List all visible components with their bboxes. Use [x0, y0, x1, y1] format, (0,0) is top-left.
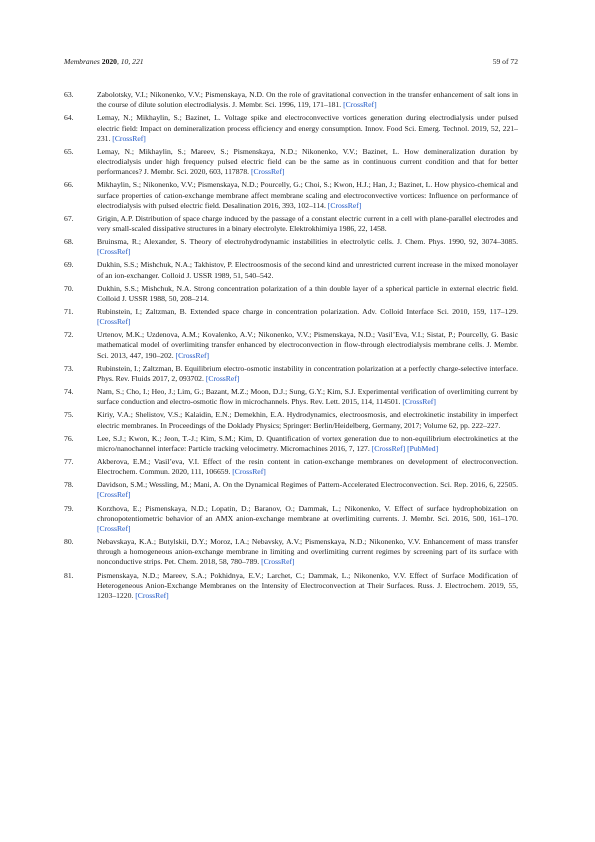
reference-number: 73.: [64, 363, 74, 373]
reference-text: Nam, S.; Cho, I.; Heo, J.; Lim, G.; Bazant, M.Z.; Moon, D.J.; Sung, G.Y.; Kim, S.J. Experimental verification of overlimiting current by surface conduction and electro-osmotic flow in microchannels. Phys. Rev. Lett. 2015, 114, 114501.: [97, 387, 518, 407]
journal-year: 2020: [101, 57, 117, 66]
crossref-link[interactable]: [CrossRef]: [97, 490, 131, 500]
running-head: [64, 57, 518, 67]
reference-item: [64, 330, 518, 361]
reference-item: [64, 364, 518, 384]
reference-number: 78.: [64, 480, 74, 490]
crossref-link[interactable]: [CrossRef]: [175, 350, 210, 360]
reference-item: [64, 147, 518, 178]
crossref-link[interactable]: [CrossRef]: [97, 317, 131, 327]
reference-text: Rubinstein, I.; Zaltzman, B. Equilibrium electro-osmotic instability in concentration polarization at a perfectly charge-selective interface. Phys. Rev. Fluids 2017, 2, 093702.: [97, 363, 518, 383]
crossref-link[interactable]: [CrossRef]: [112, 133, 146, 143]
reference-number: 75.: [64, 410, 74, 420]
reference-number: 66.: [64, 180, 74, 190]
reference-number: 63.: [64, 90, 74, 99]
crossref-link[interactable]: [CrossRef]: [97, 523, 131, 533]
reference-text: Lee, S.J.; Kwon, K.; Jeon, T.-J.; Kim, S.M.; Kim, D. Quantification of vortex generation due to non-equilibrium electrokinetics at the micro/nanochannel interface: Particle tracking velocimetry. Micromachines 2016, 7, 127.: [97, 433, 518, 453]
crossref-link[interactable]: [CrossRef]: [135, 590, 169, 600]
reference-text: Lemay, N.; Mikhaylin, S.; Bazinet, L. Voltage spike and electroconvective vortices generation during electrodialysis under pulsed electric field: Impact on demineralization process efficiency and energy consumption. Innov. Food Sci. Emerg. Technol. 2019, 52, 221–231.: [97, 113, 518, 143]
reference-text: Davidson, S.M.; Wessling, M.; Mani, A. On the Dynamical Regimes of Pattern-Accelerated Electroconvection. Sci. Rep. 2016, 6, 22505.: [97, 480, 518, 490]
crossref-link[interactable]: [CrossRef]: [327, 200, 362, 210]
reference-item: [64, 260, 518, 280]
reference-number: 65.: [64, 146, 74, 156]
crossref-link[interactable]: [CrossRef] [PubMed]: [371, 443, 439, 453]
reference-text: Bruinsma, R.; Alexander, S. Theory of electrohydrodynamic instabilities in electrolytic cells. J. Chem. Phys. 1990, 92, 3074–3085.: [97, 237, 518, 247]
reference-number: 77.: [64, 456, 74, 466]
reference-item: [64, 571, 518, 602]
page-number: 59 of 72: [492, 57, 518, 66]
reference-item: [64, 457, 518, 477]
crossref-link[interactable]: [CrossRef]: [251, 167, 285, 177]
reference-item: [64, 434, 518, 454]
reference-number: 68.: [64, 237, 74, 247]
reference-number: 81.: [64, 570, 74, 580]
reference-number: 64.: [64, 113, 74, 123]
reference-number: 76.: [64, 433, 74, 443]
reference-text: Korzhova, E.; Pismenskaya, N.D.; Lopatin, D.; Baranov, O.; Dammak, L.; Nikonenko, V. Effect of surface hydrophobization on chronopotentiometric behavior of an AMX anion-exchange membrane at overlimiting currents. J. Membr. Sci. 2016, 500, 161–170.: [97, 503, 518, 523]
reference-text: Rubinstein, I.; Zaltzman, B. Extended space charge in concentration polarization. Adv. Colloid Interface Sci. 2010, 159, 117–129.: [97, 306, 518, 316]
reference-text: Nebavskaya, K.A.; Butylskii, D.Y.; Moroz, I.A.; Nebavsky, A.V.; Pismenskaya, N.D.; Nikonenko, V.V. Enhancement of mass transfer through a homogeneous anion-exchange membrane in limiting and overlimiting current regimes by screening part of its surface with nonconductive strips. Pet. Chem. 2018, 58, 780–789.: [97, 537, 518, 567]
journal-citation: [64, 57, 144, 67]
reference-text: Kiriy, V.A.; Shelistov, V.S.; Kalaidin, E.N.; Demekhin, E.A. Hydrodynamics, electroosmosis, and electrokinetic instability in imperfect electric membranes. In Proceedings of the Doklady Physics; Springer: Berlin/Heidelberg, Germany, 2017; Volume 62, pp. 222–227.: [97, 410, 518, 430]
reference-item: [64, 387, 518, 407]
crossref-link[interactable]: [CrossRef]: [343, 100, 377, 110]
reference-number: 72.: [64, 330, 74, 340]
reference-item: [64, 480, 518, 500]
reference-text: Dukhin, S.S.; Mishchuk, N.A. Strong concentration polarization of a thin double layer of a spherical particle in external electric field. Colloid J. USSR 1988, 50, 208–214.: [97, 283, 518, 303]
crossref-link[interactable]: [CrossRef]: [205, 373, 240, 383]
journal-volume: , 10, 221: [116, 57, 144, 66]
reference-number: 71.: [64, 306, 74, 316]
reference-number: 70.: [64, 283, 74, 293]
reference-item: [64, 113, 518, 144]
reference-item: [64, 504, 518, 535]
reference-text: Akberova, E.M.; Vasil’eva, V.I. Effect of the resin content in cation-exchange membranes on development of electroconvection. Electrochem. Commun. 2020, 111, 106659.: [97, 456, 518, 477]
journal-name: Membranes: [64, 57, 100, 66]
reference-number: 69.: [64, 260, 74, 270]
reference-item: [64, 307, 518, 327]
reference-number: 74.: [64, 387, 74, 397]
reference-text: Mikhaylin, S.; Nikonenko, V.V.; Pismenskaya, N.D.; Pourcelly, G.; Choi, S.; Kwon, H.J.; Han, J.; Bazinet, L. How physico-chemical and surface properties of cation-exchange membrane affect membrane scaling and electroconvective vortices: Influence on performance of electrodialysis with pulsed electric field. Desalination 2016, 393, 102–114.: [97, 180, 518, 210]
reference-item: [64, 214, 518, 234]
reference-number: 79.: [64, 503, 74, 513]
reference-item: [64, 237, 518, 257]
crossref-link[interactable]: [CrossRef]: [232, 467, 266, 477]
reference-text: Zabolotsky, V.I.; Nikonenko, V.V.; Pismenskaya, N.D. On the role of gravitational convection in the transfer enhancement of salt ions in the course of dilute solution electrodialysis. J. Membr. Sci. 1996, 119, 171–181.: [97, 90, 518, 110]
reference-text: Lemay, N.; Mikhaylin, S.; Mareev, S.; Pismenskaya, N.D.; Nikonenko, V.V.; Bazinet, L. How demineralization duration by electrodialysis under high frequency pulsed electric field can be the same as in continuous current condition and that for better performances? J. Membr. Sci. 2020, 603, 117878.: [97, 146, 518, 177]
reference-text: Dukhin, S.S.; Mishchuk, N.A.; Takhistov, P. Electroosmosis of the second kind and unrestricted current increase in the mixed monolayer of an ion-exchanger. Colloid J. USSR 1989, 51, 540–542.: [97, 260, 518, 280]
reference-item: [64, 284, 518, 304]
reference-number: 80.: [64, 537, 74, 547]
reference-text: Urtenov, M.K.; Uzdenova, A.M.; Kovalenko, A.V.; Nikonenko, V.V.; Pismenskaya, N.D.; Vasil’Eva, V.I.; Sistat, P.; Pourcelly, G. Basic mathematical model of overlimiting transfer enhanced by electroconvection in flow-through electrodialysis membrane cells. J. Membr. Sci. 2013, 447, 190–202.: [97, 330, 518, 360]
crossref-link[interactable]: [CrossRef]: [97, 247, 131, 257]
reference-list: [64, 90, 518, 604]
reference-item: [64, 90, 518, 110]
reference-text: Grigin, A.P. Distribution of space charge induced by the passage of a constant electric current in a cell with plane-parallel electrodes and very small-scaled dissipative structures in a binary electrolyte. Elektrokhimiya 1986, 22, 1458.: [97, 213, 518, 233]
crossref-link[interactable]: [CrossRef]: [261, 557, 295, 567]
reference-item: [64, 180, 518, 211]
reference-item: [64, 537, 518, 568]
crossref-link[interactable]: [CrossRef]: [402, 397, 436, 407]
reference-number: 67.: [64, 213, 74, 223]
reference-item: [64, 410, 518, 430]
reference-text: Pismenskaya, N.D.; Mareev, S.A.; Pokhidnya, E.V.; Larchet, C.; Dammak, L.; Nikonenko, V.V. Effect of Surface Modification of Heterogeneous Anion-Exchange Membranes on the Intensity of Electroconvection at Their Surfaces. Russ. J. Electrochem. 2019, 55, 1203–1220.: [97, 570, 518, 600]
